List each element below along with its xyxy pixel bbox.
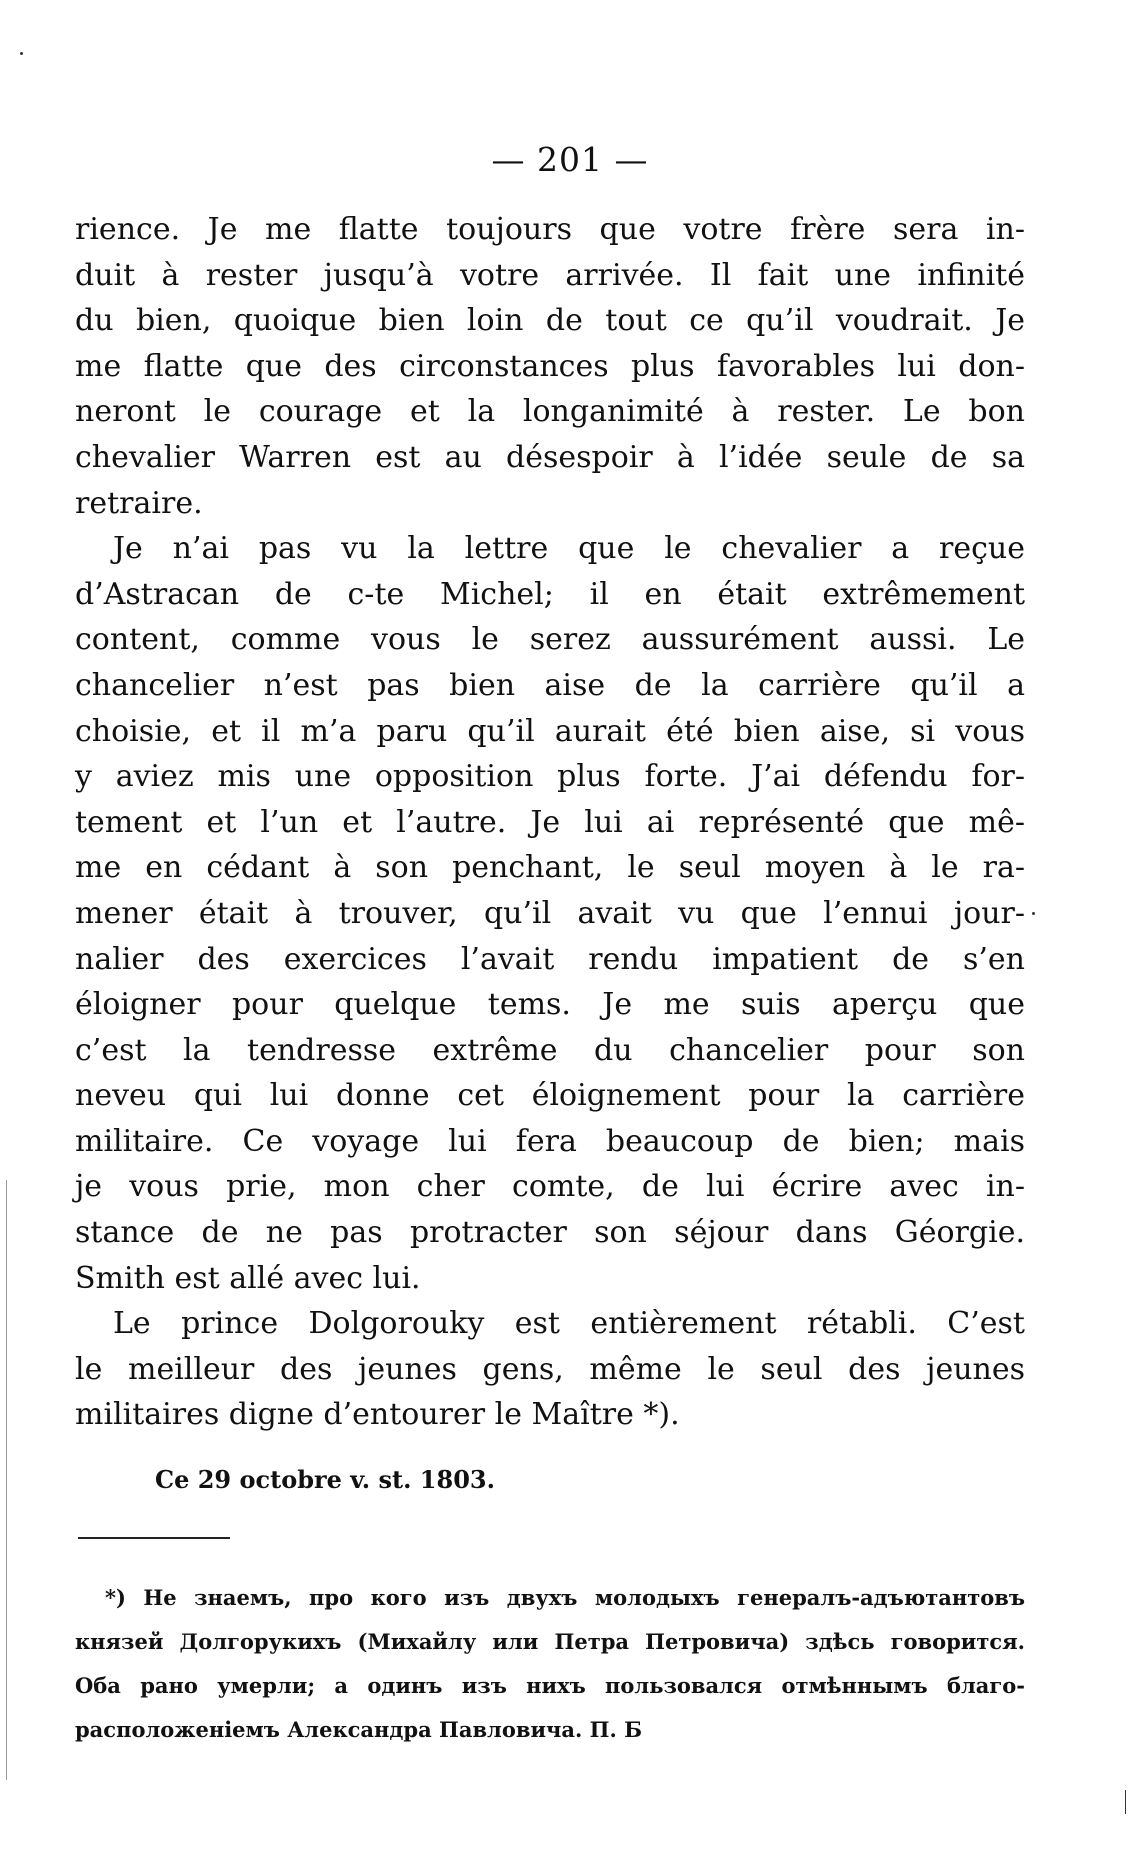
body-line: mener était à trouver, qu’il avait vu que l’ennui jour-	[75, 895, 1025, 931]
footnote	[75, 1576, 1025, 1752]
footnote-line: *) Не знаемъ, про кого изъ двухъ молодыхъ генералъ-адъютантовъ	[105, 1585, 1025, 1610]
page-number: — 201 —	[491, 140, 649, 179]
body-line: content, comme vous le serez aussurément aussi. Le	[75, 622, 1025, 658]
body-line: c’est la tendresse extrême du chancelier pour son	[75, 1032, 1025, 1068]
body-line: chevalier Warren est au désespoir à l’idée seule de sa	[75, 439, 1025, 475]
body-line: militaire. Ce voyage lui fera beaucoup de bien; mais	[75, 1123, 1025, 1159]
body-line: neront le courage et la longanimité à rester. Le bon	[75, 394, 1025, 430]
body-line: me flatte que des circonstances plus favorables lui don-	[75, 348, 1025, 384]
body-line: neveu qui lui donne cet éloignement pour la carrière	[75, 1078, 1025, 1114]
scan-speck	[20, 52, 23, 55]
letter-date: Ce 29 octobre v. st. 1803.	[155, 1465, 495, 1494]
body-line: d’Astracan de c-te Michel; il en était extrêmement	[75, 576, 1025, 612]
footnote-line: Оба рано умерли; а одинъ изъ нихъ пользовался отмѣннымъ благо-	[75, 1673, 1025, 1698]
footnote-line: князей Долгорукихъ (Михайлу или Петра Петровича) здѣсь говорится.	[75, 1629, 1025, 1654]
footnote-line: расположеніемъ Александра Павловича. П. Б	[75, 1717, 643, 1742]
body-line: tement et l’un et l’autre. Je lui ai représenté que mê-	[75, 804, 1025, 840]
body-line: me en cédant à son penchant, le seul moyen à le ra-	[75, 850, 1025, 886]
body-line: nalier des exercices l’avait rendu impatient de s’en	[75, 941, 1025, 977]
scan-edge-mark	[1125, 1790, 1126, 1814]
letter-body	[75, 207, 1025, 1438]
footnote-divider	[78, 1537, 230, 1539]
body-line: éloigner pour quelque tems. Je me suis aperçu que	[75, 987, 1025, 1023]
body-line: duit à rester jusqu’à votre arrivée. Il fait une infinité	[75, 257, 1025, 293]
body-line: le meilleur des jeunes gens, même le seul des jeunes	[75, 1351, 1025, 1387]
body-line: rience. Je me flatte toujours que votre frère sera in-	[75, 212, 1025, 247]
body-line: y aviez mis une opposition plus forte. J’ai défendu for-	[75, 759, 1025, 795]
body-line: du bien, quoique bien loin de tout ce qu’il voudrait. Je	[75, 303, 1025, 339]
body-line: choisie, et il m’a paru qu’il aurait été bien aise, si vous	[75, 713, 1025, 749]
body-line: je vous prie, mon cher comte, de lui écrire avec in-	[75, 1169, 1025, 1205]
body-line: Smith est allé avec lui.	[75, 1260, 421, 1296]
scan-speck	[1032, 912, 1035, 915]
paragraph-start-line: Le prince Dolgorouky est entièrement rétabli. C’est	[113, 1306, 1025, 1342]
body-line: stance de ne pas protracter son séjour dans Géorgie.	[75, 1215, 1025, 1251]
body-line: militaires digne d’entourer le Maître *).	[75, 1397, 680, 1433]
body-line: retraire.	[75, 485, 203, 521]
paragraph-start-line: Je n’ai pas vu la lettre que le chevalier a reçue	[113, 531, 1025, 567]
scan-edge-mark	[6, 1180, 7, 1780]
body-line: chancelier n’est pas bien aise de la carrière qu’il a	[75, 667, 1025, 703]
